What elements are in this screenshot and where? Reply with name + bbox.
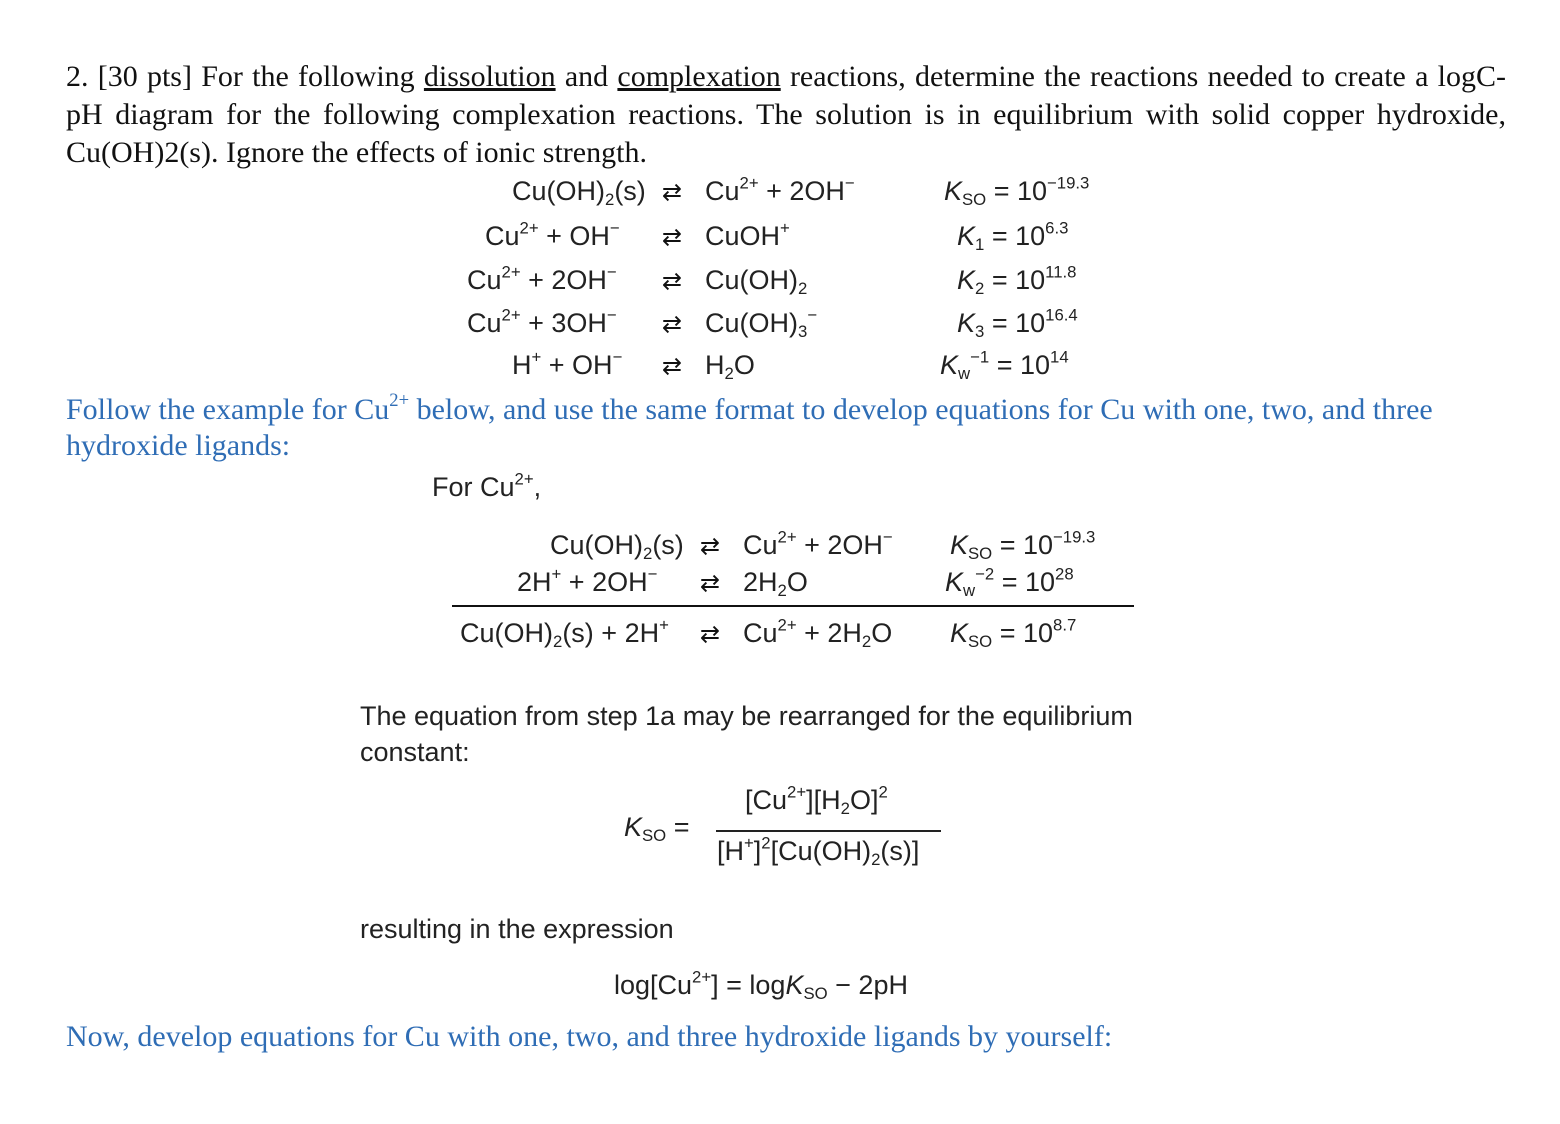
problem-statement [66,58,1506,172]
fraction-denominator: $[H^+]^2[Cu(OH)_2(s)]$ [717,833,920,870]
reaction-3-rhs: $Cu(OH)_2$ [705,265,808,299]
word-dissolution: dissolution [423,60,556,93]
reaction-1-lhs-display: $Cu(OH)_2(s)$ [512,176,646,210]
instruction-text: Follow the example for $Cu^{2+}$ below, and use the same format to develop equations for Cu with one, two, and three hydroxide ligands: [66,389,1433,462]
rearrange-text: The equation from step 1a may be rearranged for the equilibrium constant: [360,701,1133,767]
example-row-1-lhs: $Cu(OH)_2(s)$ [550,530,684,564]
closing-instruction: Now, develop equations for Cu with one, two, and three hydroxide ligands by yourself: [66,1020,1113,1053]
reaction-5-rhs: $H_2O$ [705,350,755,384]
reaction-3-k: $K_2 = 10^{11.8}$ [957,262,1077,299]
fraction-lhs: $K_{SO}$ = [624,812,690,846]
reaction-2-rhs: CuOH+ [705,218,790,251]
example-row-1-k: $K_{SO} = 10^{-19.3}$ [950,527,1096,564]
word-complexation: complexation [617,60,781,93]
equilibrium-arrow-icon: ⇄ [662,223,683,251]
reaction-4-k: $K_3 = 10^{16.4}$ [957,305,1078,342]
equilibrium-arrow-icon: ⇄ [662,352,683,380]
example-row-1-rhs: $Cu^{2+} + 2OH^-$ [743,527,893,560]
fraction-bar [716,830,941,832]
reaction-2-lhs: $Cu^{2+} + OH^-$ [485,218,620,251]
reaction-1-k: $K_{SO} = 10^{-19.3}$ [944,173,1090,210]
reaction-5-lhs: H+ + OH− [512,347,623,380]
example-row-3-lhs: $Cu(OH)_2(s) + 2H^+$ [460,615,669,652]
reaction-5-k: $K_w^{-1} = 10^{14}$ [940,347,1069,384]
problem-points: [30 pts] [97,60,192,93]
equilibrium-arrow-icon: ⇄ [700,620,721,648]
equilibrium-arrow-icon: ⇄ [700,532,721,560]
problem-text-3: reactions, determine the reactions needed to create a logC-pH diagram for the following complexation reactions. The solution is in equilibrium with solid copper hydroxide, Cu(OH)2(s). Ignore the effects of ionic strength. [66,60,1506,169]
equilibrium-arrow-icon: ⇄ [662,178,683,206]
example-heading: For $Cu^{2+}$, [432,469,542,502]
example-row-2-rhs: $2H_2O$ [743,567,808,601]
sum-divider-line [452,605,1134,607]
reaction-4-lhs: $Cu^{2+} + 3OH^-$ [467,305,617,338]
example-row-2-lhs: 2H+ + 2OH− [517,564,658,597]
reaction-1-rhs: $Cu^{2+} + 2OH^-$ [705,173,855,206]
reaction-4-rhs: $Cu(OH)_3^-$ [705,305,818,342]
equilibrium-arrow-icon: ⇄ [662,310,683,338]
problem-number: 2. [66,60,89,93]
equilibrium-arrow-icon: ⇄ [700,569,721,597]
example-row-2-k: $K_w^{-2} = 10^{28}$ [945,564,1074,601]
resulting-text: resulting in the expression [360,914,674,944]
reaction-3-lhs: $Cu^{2+} + 2OH^-$ [467,262,617,295]
problem-text-1: For the following [201,60,415,93]
equilibrium-arrow-icon: ⇄ [662,267,683,295]
fraction-numerator: $[Cu^{2+}][H_2O]^2$ [745,782,888,819]
example-row-3-rhs: $Cu^{2+} + 2H_2O$ [743,615,893,652]
reaction-2-k: $K_1 = 10^{6.3}$ [957,218,1069,255]
example-row-3-k: $K_{SO} = 10^{8.7}$ [950,615,1077,652]
problem-text-2: and [564,60,609,93]
log-expression: $\log[Cu^{2+}] = \log K_{SO} - 2pH$ [614,967,908,1004]
